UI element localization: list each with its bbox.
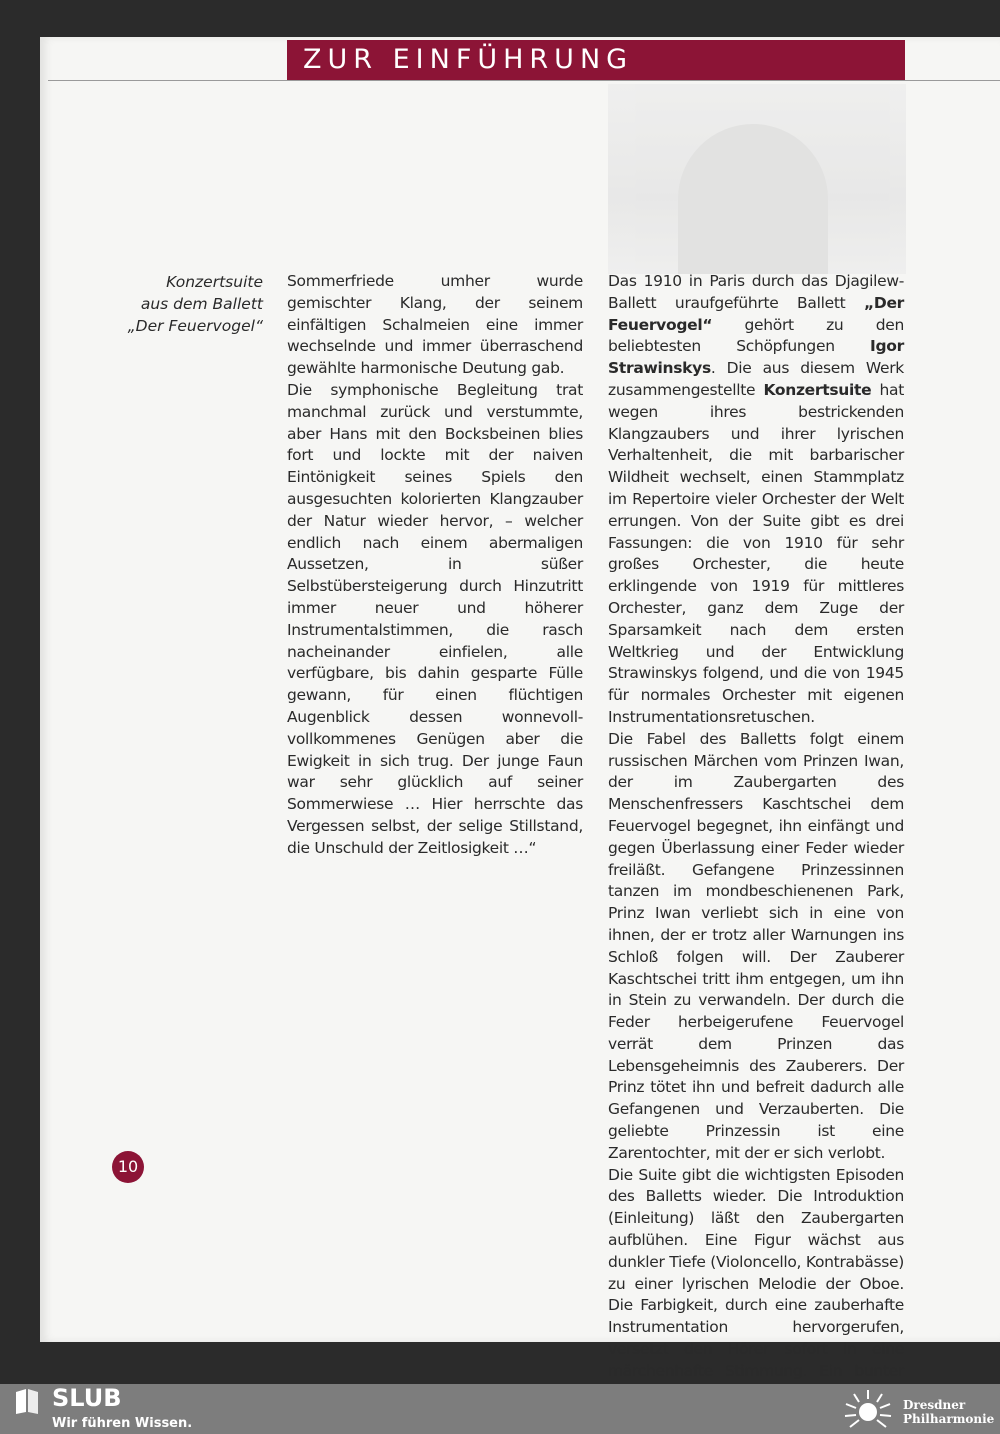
work-title: „Der Feuervogel“ xyxy=(608,293,904,334)
text-column-left xyxy=(287,271,583,860)
text-run: gehört zu den beliebtesten Schöpfungen xyxy=(608,315,904,356)
text-column-right xyxy=(608,271,904,1404)
sidebar-note xyxy=(120,271,263,337)
section-title: ZUR EINFÜHRUNG xyxy=(303,44,634,75)
sidebar-note-line: aus dem Ballett xyxy=(140,295,263,313)
paragraph: Die symphonische Begleitung trat manchmal zurück und verstummte, aber Hans mit den Bocksbeinen blies fort und lockte mit der naiven Eintönigkeit seines Spiels den ausgesuchten kolorierten Klangzauber der Natur wieder hervor, – welcher endlich nach einem abermaligen Aussetzen, in süßer Selbstübersteigerung durch Hinzutritt immer neuer und höherer Instrumentalstimmen, die rasch nacheinander einfielen, alle verfügbare, bis dahin gesparte Fülle gewann, für einen flüchtigen Augenblick dessen wonnevoll-vollkommenes Genügen aber die Ewigkeit in sich trug. Der junge Faun war sehr glücklich auf seiner Sommerwiese … Hier herrschte das Vergessen selbst, der selige Stillstand, die Unschuld der Zeitlosigkeit …“ xyxy=(287,380,583,857)
sidebar-note-line: „Der Feuervogel“ xyxy=(127,317,263,335)
paragraph xyxy=(608,271,904,729)
text-run: Das 1910 in Paris durch das Djagilew-Ballett uraufgeführte Ballett xyxy=(608,272,904,312)
text-run: . Die aus diesem Werk zusammengestellte xyxy=(608,359,904,399)
composer-name: Igor Strawinskys xyxy=(608,337,904,378)
work-form: Konzertsuite xyxy=(763,380,872,399)
sidebar-note-line: Konzertsuite xyxy=(166,273,263,291)
header-rule xyxy=(48,80,1000,81)
page-number-badge xyxy=(112,1151,144,1183)
library-logo-text: SLUB xyxy=(52,1384,122,1412)
footer-bar xyxy=(0,1384,1000,1434)
page-number: 10 xyxy=(117,1157,139,1176)
paragraph: Die Suite gibt die wichtigsten Episoden des Balletts wieder. Die Introduktion (Einleitung) läßt den Zaubergarten aufblühen. Eine Figur wächst aus dunkler Tiefe (Violoncello, Kontrabässe) zu einer lyrischen Melodie der Oboe. Die Farbigkeit, durch eine zauberhafte Instrumentation hervorgerufen, versetzt den Hörer sofort in eine märchenhafte Stimmung. Ein bunter xyxy=(608,1165,904,1380)
paragraph: Die Fabel des Balletts folgt einem russischen Märchen vom Prinzen Iwan, der im Zaubergarten des Menschenfressers Kaschtschei dem Feuervogel begegnet, ihn einfängt und gegen Überlassung einer Feder wieder freiläßt. Gefangene Prinzessinnen tanzen im mondbeschienenen Park, Prinz Iwan verliebt sich in eine von ihnen, der er trotz aller Warnungen ins Schloß folgen will. Der Zauberer Kaschtschei tritt ihm entgegen, um ihn in Stein zu verwandeln. Der durch die Feder herbeigerufene Feuervogel verrät dem Prinzen das Lebensgeheimnis des Zauberers. Der Prinz tötet ihn und befreit dadurch alle Gefangenen und Verzauberten. Die geliebte Prinzessin ist eine Zarentochter, mit der er sich verlobt. xyxy=(608,729,904,1162)
orchestra-name-line: Dresdner xyxy=(903,1398,966,1412)
faded-photo xyxy=(608,84,906,274)
paragraph: Sommerfriede umher wurde gemischter Klang, der seinem einfältigen Schalmeien eine immer wechselnde und immer überraschend gewählte harmonische Deutung gab. xyxy=(287,272,583,378)
orchestra-name xyxy=(903,1398,994,1426)
photo-figure xyxy=(678,124,828,274)
section-header xyxy=(287,40,905,80)
library-tagline: Wir führen Wissen. xyxy=(52,1416,193,1431)
text-run: hat wegen ihres bestrickenden Klangzaubers und ihrer lyrischen Verhaltenheit, die mit barbarischer Wildheit wechselt, einen Stammplatz im Repertoire vieler Orchester der Welt errungen. Von der Suite gibt es drei Fassungen: die von 1910 für sehr großes Orchester, die heute erklingende von 1919 für mittleres Orchester, ganz dem Zuge der Sparsamkeit nach dem ersten Weltkrieg und der Entwicklung Strawinskys folgend, und die von 1945 für normales Orchester mit eigenen Instrumentationsretuschen. xyxy=(608,380,904,726)
orchestra-name-line: Philharmonie xyxy=(903,1412,995,1426)
book-icon xyxy=(12,1386,42,1416)
orchestra-logo-icon xyxy=(842,1388,894,1432)
